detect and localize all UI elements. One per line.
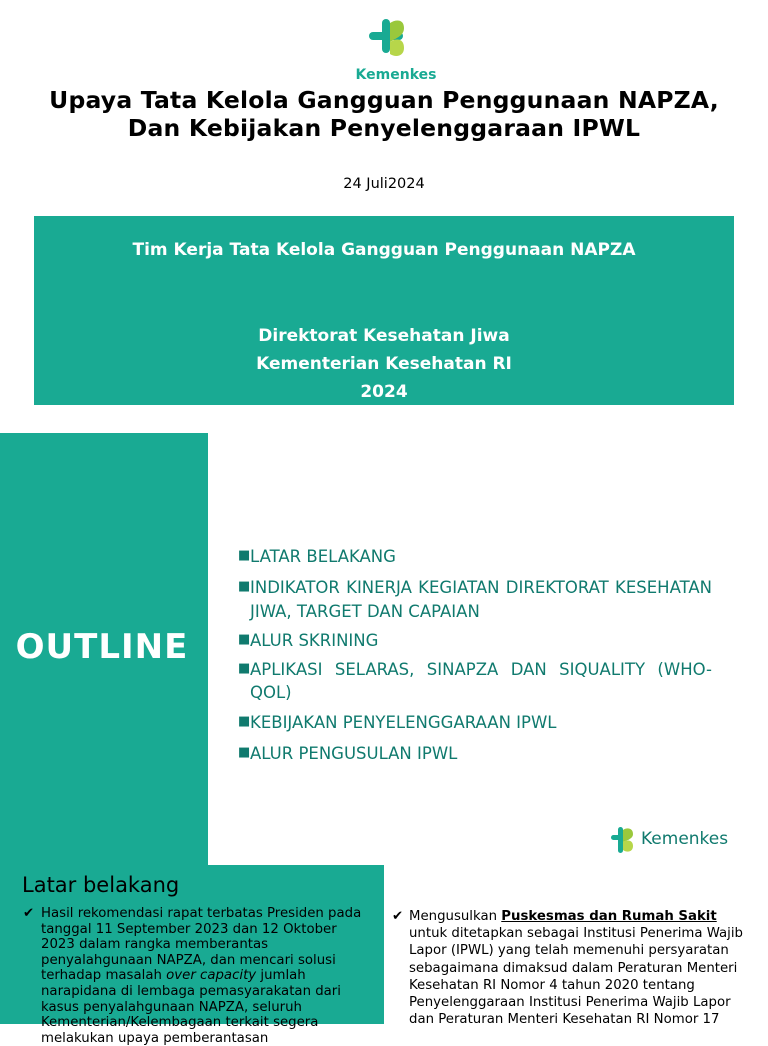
- kemenkes-logo-mark-icon: [369, 19, 404, 56]
- ministry-name: Kementerian Kesehatan RI: [256, 354, 512, 374]
- outline-item: ■ LATAR BELAKANG: [238, 545, 712, 568]
- background-paragraph: ✔ Hasil rekomendasi rapat terbatas Presiden pada tanggal 11 September 2023 dan 12 Oktober 2023 dalam rangka memberantas penyalahgunaan NAPZA, dan mencari solusi terhadap masalah over capacity jumlah narapidana di lembaga pemasyarakatan dari kasus penyalahgunaan NAPZA, seluruh Kementerian/Kelembagaan terkait segera melakukan upaya pemberantasan: [23, 906, 362, 1046]
- directorate-name: Direktorat Kesehatan Jiwa: [258, 326, 510, 346]
- checkmark-icon: ✔: [23, 906, 35, 921]
- outline-item: ■ ALUR SKRINING: [238, 629, 712, 652]
- square-bullet-icon: ■: [238, 661, 251, 676]
- section-title: Latar belakang: [22, 873, 180, 897]
- presentation-date: 24 Juli2024: [343, 176, 425, 192]
- kemenkes-logo-mark-icon: [610, 826, 636, 854]
- kemenkes-logo: [355, 16, 437, 86]
- team-info-box: [34, 216, 734, 405]
- year: 2024: [360, 382, 408, 402]
- square-bullet-icon: ■: [238, 548, 251, 563]
- presentation-title: Upaya Tata Kelola Gangguan Penggunaan NAPZA, Dan Kebijakan Penyelenggaraan IPWL: [49, 86, 719, 142]
- outline-title: OUTLINE: [15, 627, 189, 667]
- outline-list: [238, 545, 712, 765]
- kemenkes-logo-text: Kemenkes: [355, 67, 437, 83]
- outline-item: ■ KEBIJAKAN PENYELENGGARAAN IPWL: [238, 711, 712, 734]
- checkmark-icon: ✔: [392, 909, 404, 924]
- team-name: Tim Kerja Tata Kelola Gangguan Penggunaan NAPZA: [132, 240, 636, 260]
- proposal-paragraph: ✔ Mengusulkan Puskesmas dan Rumah Sakit untuk ditetapkan sebagai Institusi Penerima Wajib Lapor (IPWL) yang telah memenuhi persyaratan sebagaimana dimaksud dalam Peraturan Menteri Kesehatan RI Nomor 4 tahun 2020 tentang Penyelenggaraan Institusi Penerima Wajib Lapor dan Peraturan Menteri Kesehatan RI Nomor 17: [392, 909, 743, 1028]
- square-bullet-icon: ■: [238, 579, 251, 594]
- outline-item: ■ ALUR PENGUSULAN IPWL: [238, 742, 712, 765]
- kemenkes-logo-text: Kemenkes: [641, 829, 729, 849]
- square-bullet-icon: ■: [238, 632, 251, 647]
- outline-item: ■ APLIKASI SELARAS, SINAPZA DAN SIQUALITY (WHO-QOL): [238, 658, 712, 704]
- square-bullet-icon: ■: [238, 714, 251, 729]
- outline-item: ■ INDIKATOR KINERJA KEGIATAN DIREKTORAT KESEHATAN JIWA, TARGET DAN CAPAIAN: [238, 576, 712, 624]
- square-bullet-icon: ■: [238, 745, 251, 760]
- directorate-info: [34, 322, 734, 406]
